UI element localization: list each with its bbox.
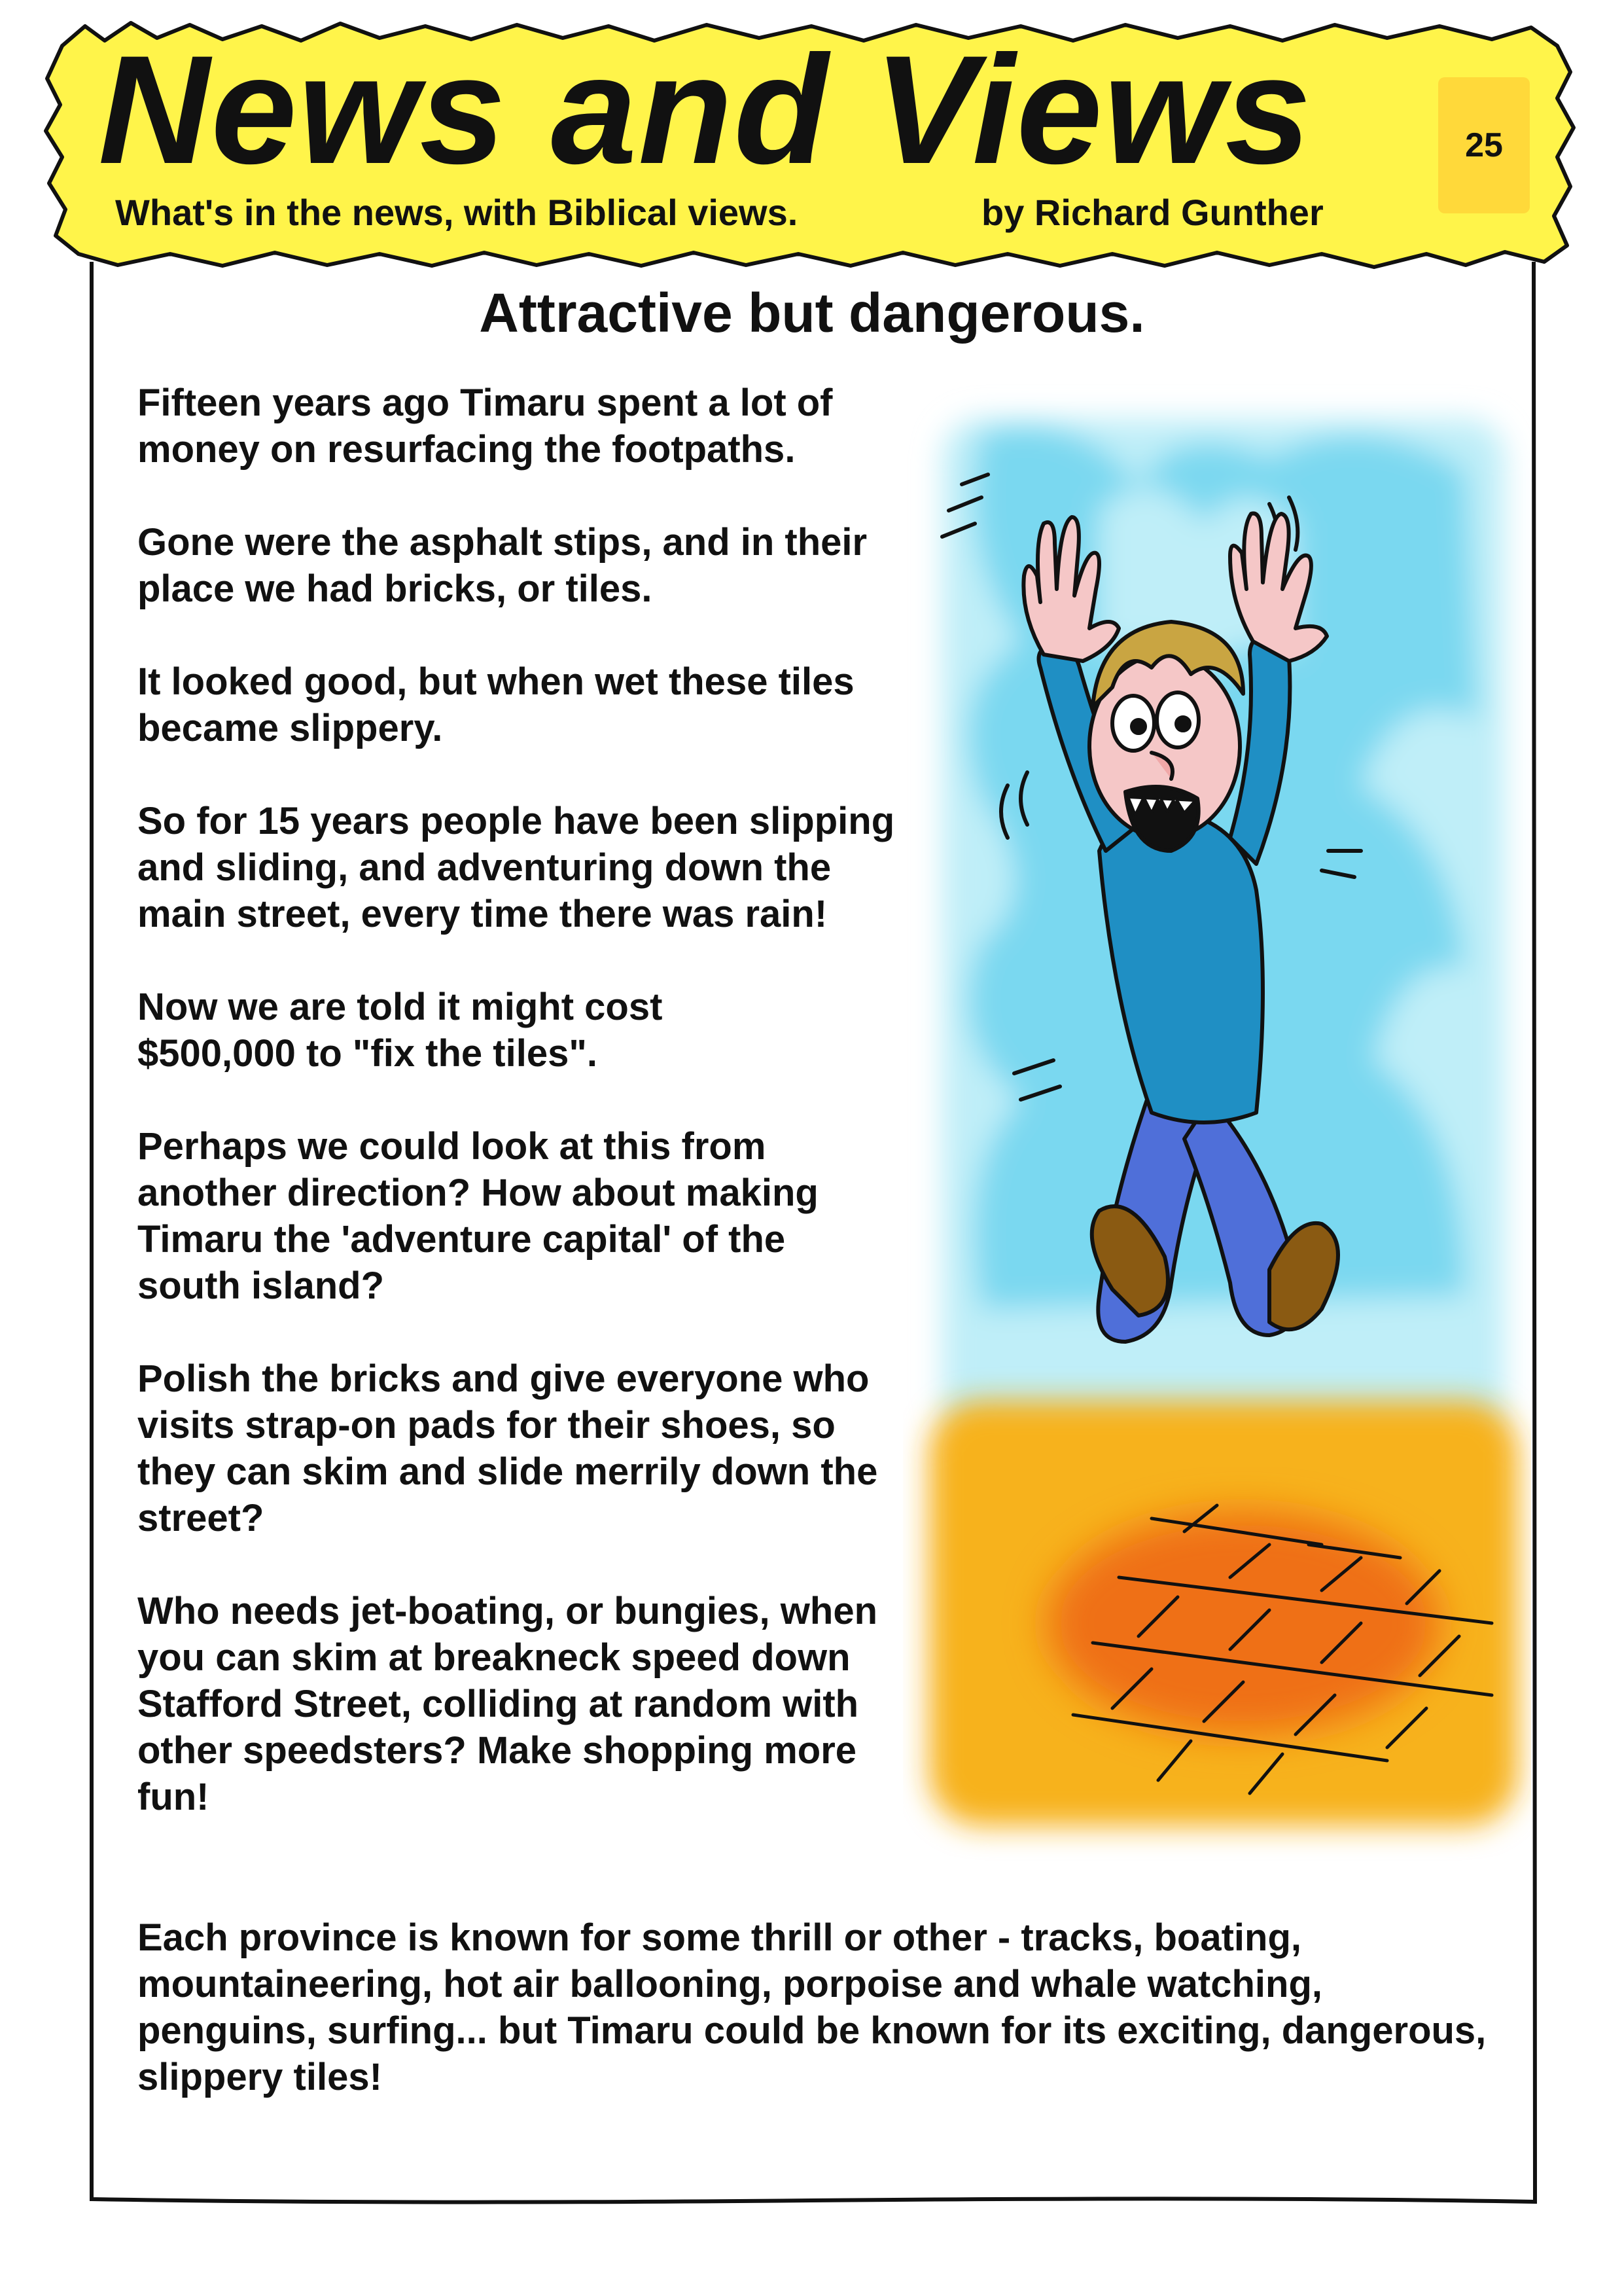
- article-body: [137, 380, 955, 1820]
- closing-paragraph: Each province is known for some thrill or other - tracks, boating, mountaineering, hot air ballooning, porpoise and whale watching, penguins, surfing... but Timaru could be known for its exciting, dangerous, slippery tiles!: [137, 1916, 1487, 2098]
- masthead-title: News and Views: [98, 24, 1313, 196]
- paragraph-2: Gone were the asphalt stips, and in their place we had bricks, or tiles.: [137, 521, 868, 610]
- article-headline: Attractive but dangerous.: [479, 282, 1145, 344]
- paragraph-8: Who needs jet-boating, or bungies, when you can skim at breakneck speed down Stafford Street, colliding at random with other speedsters? Make shopping more fun!: [137, 1590, 877, 1818]
- issue-number-badge: 25: [1438, 77, 1530, 213]
- slipping-man-illustration: [903, 380, 1531, 1872]
- tiled-floor-icon: [929, 1401, 1518, 1826]
- paragraph-3: It looked good, but when wet these tiles became slippery.: [137, 660, 855, 749]
- paragraph-6: Perhaps we could look at this from another direction? How about making Timaru the 'adventure capital' of the south island?: [137, 1125, 819, 1307]
- author-credit: by Richard Gunther: [981, 192, 1324, 233]
- paragraph-1: Fifteen years ago Timaru spent a lot of money on resurfacing the footpaths.: [137, 382, 833, 471]
- paragraph-7: Polish the bricks and give everyone who visits strap-on pads for their shoes, so they can skim and slide merrily down the street?: [137, 1357, 878, 1539]
- paragraph-5: Now we are told it might cost $500,000 to "fix the tiles".: [137, 986, 663, 1075]
- masthead-subtitle: What's in the news, with Biblical views.: [115, 192, 798, 233]
- paragraph-4: So for 15 years people have been slipping and sliding, and adventuring down the main street, every time there was rain!: [137, 800, 895, 935]
